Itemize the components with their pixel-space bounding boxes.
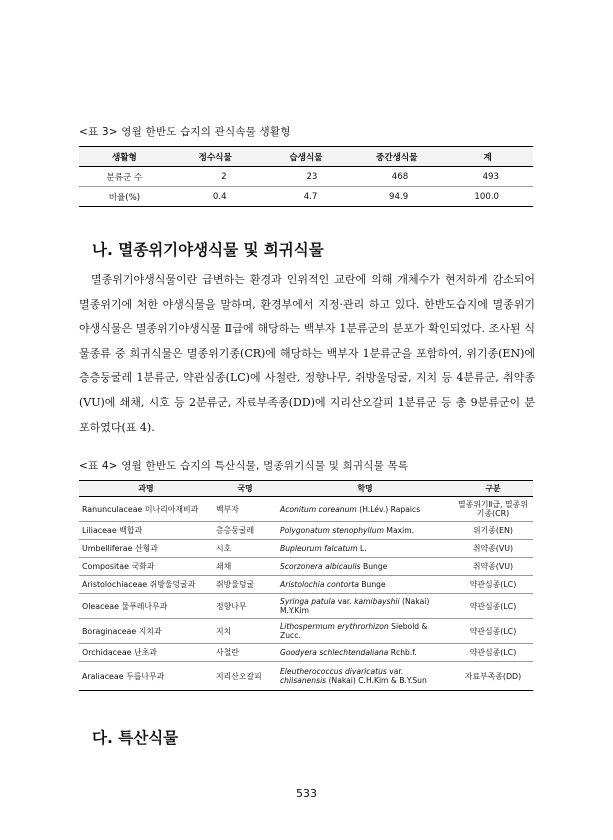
table-cell: 23 [261, 167, 352, 187]
column-header: 국명 [213, 481, 277, 497]
table-row [79, 619, 533, 644]
category-cell: 자료부족종(DD) [453, 662, 533, 691]
scientific-name-text: Bunge [358, 580, 386, 589]
scientific-name-text: Bunge [360, 562, 388, 571]
scientific-name-text: var. [335, 597, 355, 606]
table-cell: 493 [442, 167, 533, 187]
table-row [79, 187, 533, 207]
family-cell: Ranunculaceae 미나리아재비과 [79, 497, 213, 522]
korean-name-cell: 정향나무 [213, 594, 277, 619]
scientific-name-italic: Aristolochia contorta [280, 580, 359, 589]
scientific-name-cell [277, 662, 453, 691]
table-header-row [79, 147, 533, 167]
family-cell: Boraginaceae 지치과 [79, 619, 213, 644]
family-cell: Aristolochiaceae 쥐방울덩굴과 [79, 576, 213, 594]
category-cell: 위기종(EN) [453, 522, 533, 540]
row-label: 분류군 수 [79, 167, 170, 187]
table-cell: 4.7 [261, 187, 352, 207]
family-cell: Araliaceae 두릅나무과 [79, 662, 213, 691]
table-row [79, 522, 533, 540]
korean-name-cell: 층층둥굴레 [213, 522, 277, 540]
scientific-name-cell [277, 594, 453, 619]
category-cell: 약관심종(LC) [453, 619, 533, 644]
table-row [79, 662, 533, 691]
scientific-name-italic: Polygonatum stenophyllum [280, 526, 384, 535]
scientific-name-italic: Scorzonera albicaulis [280, 562, 361, 571]
row-label: 비율(%) [79, 187, 170, 207]
family-cell: Umbelliferae 산형과 [79, 540, 213, 558]
scientific-name-italic: Goodyera schlechtendaliana [280, 648, 389, 657]
scientific-name-text: (H.Lév.) Rapaics [356, 504, 421, 514]
table-cell: 94.9 [351, 187, 442, 207]
family-cell: Orchidaceae 난초과 [79, 644, 213, 662]
korean-name-cell: 지리산오갈피 [213, 662, 277, 691]
column-header: 정수식물 [170, 147, 261, 167]
table-row [79, 644, 533, 662]
section-heading-endangered: 나. 멸종위기야생식물 및 희귀식물 [92, 241, 324, 259]
table-header-row [79, 481, 533, 497]
table-cell: 100.0 [442, 187, 533, 207]
life-form-table [79, 146, 533, 207]
category-cell: 취약종(VU) [453, 540, 533, 558]
scientific-name-cell [277, 540, 453, 558]
family-cell: Compositae 국화과 [79, 558, 213, 576]
category-cell: 취약종(VU) [453, 558, 533, 576]
column-header: 중간생식물 [351, 147, 442, 167]
scientific-name-cell [277, 644, 453, 662]
table-row [79, 558, 533, 576]
section-heading-endemic: 다. 특산식물 [92, 729, 179, 747]
scientific-name-cell [277, 619, 453, 644]
scientific-name-text: Siebold & Zucc. [280, 622, 428, 640]
column-header: 구분 [453, 481, 533, 497]
korean-name-cell: 사철란 [213, 644, 277, 662]
scientific-name-italic: kamibayshii [354, 597, 400, 606]
scientific-name-italic: Eleutherococcus divaricatus [280, 667, 387, 676]
korean-name-cell: 지치 [213, 619, 277, 644]
scientific-name-italic: Aconitum coreanum [280, 504, 357, 514]
korean-name-cell: 쇄채 [213, 558, 277, 576]
scientific-name-cell [277, 522, 453, 540]
scientific-name-cell [277, 558, 453, 576]
category-cell: 멸종위기Ⅱ급, 멸종위기종(CR) [453, 497, 533, 522]
table-row [79, 497, 533, 522]
table4-caption: <표 4> 영월 한반도 습지의 특산식물, 멸종위기식물 및 희귀식물 목록 [79, 460, 409, 472]
table-cell: 468 [351, 167, 442, 187]
table-row [79, 594, 533, 619]
column-header: 계 [442, 147, 533, 167]
scientific-name-text: (Nakai) M.Y.Kim [280, 597, 430, 615]
scientific-name-text: (Nakai) C.H.Kim & B.Y.Sun [326, 676, 427, 685]
scientific-name-text: L. [357, 544, 367, 553]
table-row [79, 576, 533, 594]
scientific-name-italic: Bupleurum falcatum [280, 544, 358, 553]
table-cell: 0.4 [170, 187, 261, 207]
table-row [79, 167, 533, 187]
column-header: 과명 [79, 481, 213, 497]
table-cell: 2 [170, 167, 261, 187]
scientific-name-text: var. [386, 667, 404, 676]
body-paragraph: 멸종위기야생식물이란 급변하는 환경과 인위적인 교란에 의해 개체수가 현저하게 감소되어 멸종위기에 처한 야생식물을 말하며, 환경부에서 지정·관리 하고 있다. 한반도습지에 멸종위기야생식물은 멸종위기야생식물 Ⅱ급에 해당하는 백부자 1분류군의 분포가 확인되었다. 조사된 식물종류 중 희귀식물은 멸종위기종(CR)에 해당하는 백부자 1분류군을 포함하여, 위기종(EN)에 층층둥굴레 1분류군, 약관심종(LC)에 사철란, 정향나무, 쥐방울덩굴, 지치 등 4분류군, 취약종(VU)에 쇄채, 시호 등 2분류군, 자료부족종(DD)에 지리산오갈피 1분류군 등 총 9분류군이 분포하였다(표 4). [79, 273, 535, 434]
column-header: 습생식물 [261, 147, 352, 167]
scientific-name-text: Maxim. [383, 526, 415, 535]
column-header: 생활형 [79, 147, 170, 167]
category-cell: 약관심종(LC) [453, 594, 533, 619]
page-number: 533 [296, 787, 317, 800]
korean-name-cell: 시호 [213, 540, 277, 558]
table-row [79, 540, 533, 558]
family-cell: Oleaceae 물푸레나무과 [79, 594, 213, 619]
family-cell: Liliaceae 백합과 [79, 522, 213, 540]
scientific-name-cell [277, 497, 453, 522]
category-cell: 약관심종(LC) [453, 644, 533, 662]
table3-caption: <표 3> 영월 한반도 습지의 관식속물 생활형 [79, 126, 291, 138]
category-cell: 약관심종(LC) [453, 576, 533, 594]
scientific-name-italic: Syringa patula [280, 597, 336, 606]
korean-name-cell: 쥐방울덩굴 [213, 576, 277, 594]
rare-species-table [79, 480, 533, 691]
column-header: 학명 [277, 481, 453, 497]
scientific-name-text: Rchb.f. [388, 648, 417, 657]
scientific-name-italic: chiisanensis [280, 676, 327, 685]
scientific-name-italic: Lithospermum erythrorhizon [280, 622, 389, 631]
korean-name-cell: 백부자 [213, 497, 277, 522]
scientific-name-cell [277, 576, 453, 594]
